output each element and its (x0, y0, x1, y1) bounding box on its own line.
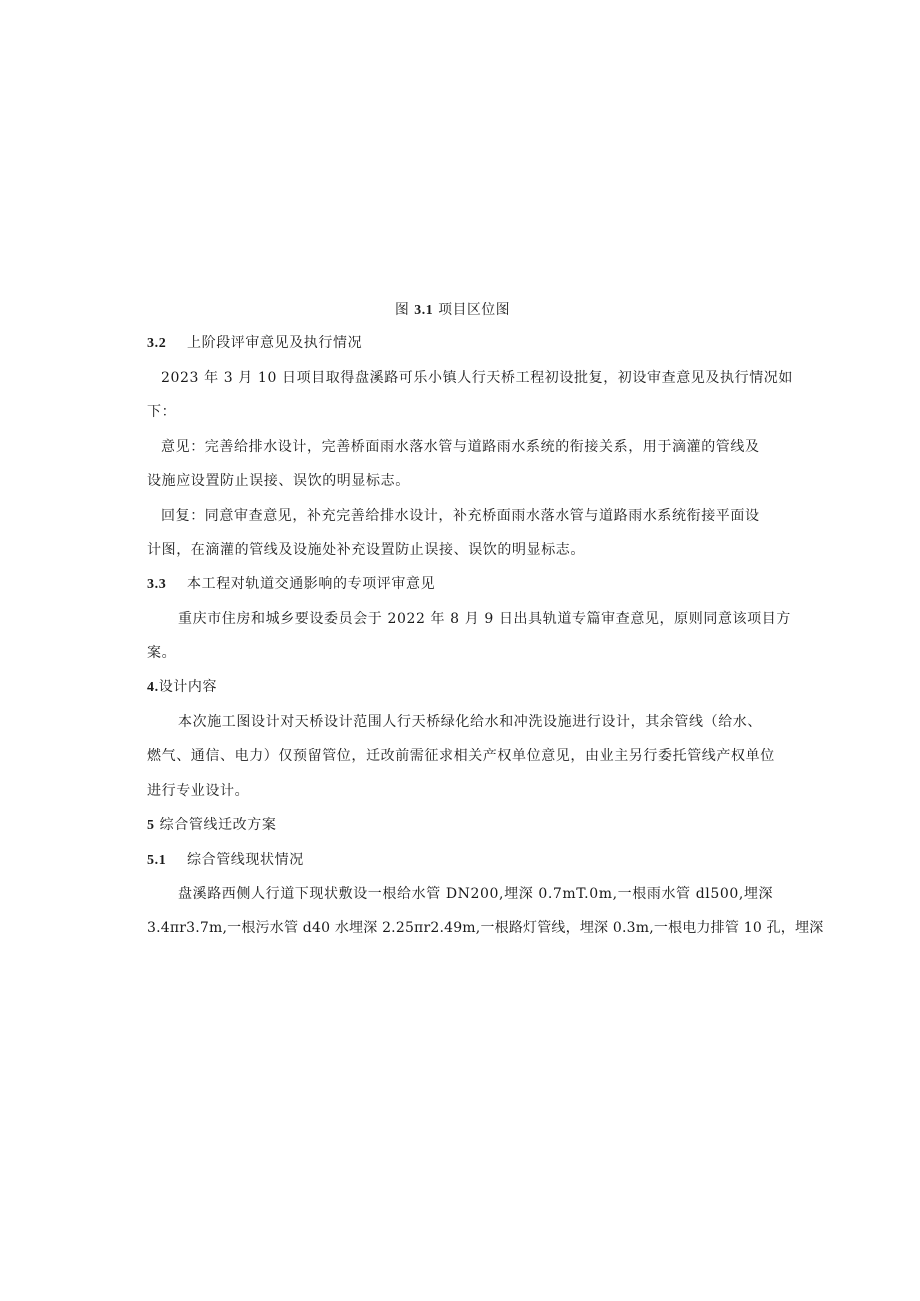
section-3-3-heading (147, 574, 435, 595)
figure-caption (0, 300, 905, 321)
section-3-3-title: 本工程对轨道交通影响的专项评审意见 (187, 576, 436, 592)
section-3-3-para-line1: 重庆市住房和城乡要设委员会于 2022 年 8 月 9 日出具轨道专篇审查意见，原则同意该项目方 (178, 611, 791, 627)
section-3-2-para1-line2: 下： (147, 404, 177, 420)
section-4-number: 4. (147, 680, 159, 695)
section-5-heading (147, 815, 276, 836)
section-4-para-line3: 进行专业设计。 (147, 783, 250, 799)
section-3-3-number: 3.3 (147, 577, 167, 592)
section-4-para-line2: 燃气、通信、电力）仅预留管位，迁改前需征求相关产权单位意见，由业主另行委托管线产权单位 (147, 748, 775, 764)
section-4-title: 设计内容 (158, 679, 218, 695)
section-5-1-number: 5.1 (147, 853, 167, 868)
section-5-1-title: 综合管线现状情况 (187, 852, 304, 868)
section-5-number: 5 (147, 818, 155, 833)
figure-caption-text: 项目区位图 (433, 302, 511, 318)
section-5-1-para-line1: 盘溪路西侧人行道下现状敷设一根给水管 DN200,埋深 0.7mT.0m,一根雨水管 dl500,埋深 (178, 886, 774, 902)
section-3-2-number: 3.2 (147, 336, 167, 351)
section-3-2-title: 上阶段评审意见及执行情况 (187, 335, 363, 351)
section-5-1-heading (147, 850, 304, 871)
section-4-para-line1: 本次施工图设计对天桥设计范围人行天桥绿化给水和冲洗设施进行设计，其余管线（给水、 (178, 714, 762, 730)
section-3-2-opinion-line2: 设施应设置防止误接、误饮的明显标志。 (147, 473, 410, 489)
section-3-2-para1-line1: 2023 年 3 月 10 日项目取得盘溪路可乐小镇人行天桥工程初设批复，初设审查意见及执行情况如 (161, 370, 793, 386)
figure-caption-number: 3.1 (414, 303, 434, 318)
section-3-2-reply-line2: 计图，在滴灌的管线及设施处补充设置防止误接、误饮的明显标志。 (147, 542, 585, 558)
section-3-2-reply-line1: 回复：同意审查意见，补充完善给排水设计，补充桥面雨水落水管与道路雨水系统衔接平面设 (161, 508, 760, 524)
section-3-2-opinion-line1: 意见：完善给排水设计，完善桥面雨水落水管与道路雨水系统的衔接关系，用于滴灌的管线及 (161, 439, 760, 455)
section-5-title: 综合管线迁改方案 (154, 817, 277, 833)
figure-caption-prefix: 图 (394, 302, 415, 318)
section-5-1-para-line2: 3.4πr3.7m,一根污水管 d40 水埋深 2.25πr2.49m,一根路灯管线，埋深 0.3m,一根电力排管 10 孔，埋深 (147, 920, 824, 936)
section-3-2-heading (147, 333, 362, 354)
section-4-heading (147, 677, 217, 698)
section-3-3-para-line2: 案。 (147, 645, 177, 661)
